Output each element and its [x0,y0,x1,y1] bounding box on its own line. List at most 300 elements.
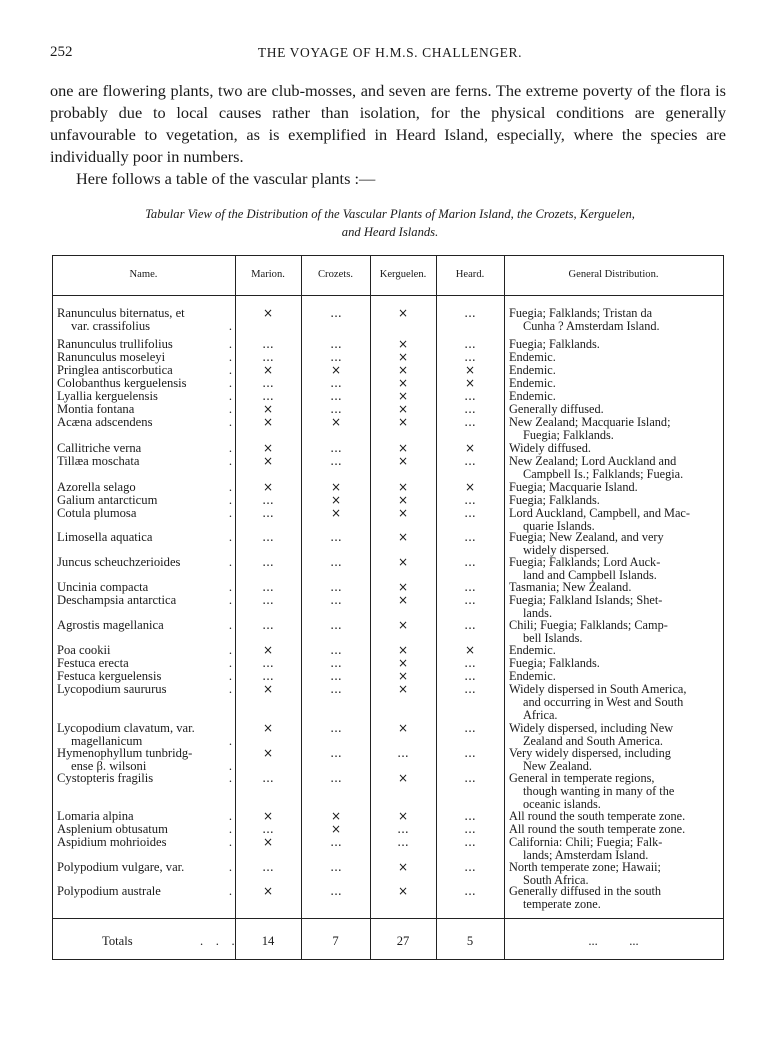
leader-dots: . [228,493,232,507]
species-name-line: Montia fontana [57,402,135,416]
species-name-line: Lomaria alpina [57,809,134,823]
heard-mark: ... [464,350,476,364]
marion-mark: × [262,480,274,494]
marion-mark: × [262,402,274,416]
leader-dots: . [228,389,232,403]
crozets-mark: ... [330,530,342,544]
general-distribution [509,657,721,670]
distribution-line: All round the south temperate zone. [509,809,686,823]
species-name [57,507,232,520]
kerguelen-mark: × [397,530,409,544]
heard-mark: ... [464,306,476,320]
kerguelen-mark: × [397,402,409,416]
crozets-mark: ... [330,669,342,683]
species-name-line: Acæna adscendens [57,415,153,429]
heard-mark: × [464,376,476,390]
general-distribution [509,581,721,594]
totals-label: Totals [102,934,133,948]
marion-mark: × [262,721,274,735]
species-name [57,619,232,632]
crozets-mark: ... [330,682,342,696]
species-name-line: Tillæa moschata [57,454,140,468]
kerguelen-mark: ... [397,746,409,760]
heard-mark: ... [464,506,476,520]
crozets-mark: ... [330,337,342,351]
distribution-line: Endemic. [509,669,556,683]
heard-mark: × [464,480,476,494]
kerguelen-mark: × [397,454,409,468]
general-distribution [509,442,721,455]
species-name-line: Azorella selago [57,480,136,494]
paragraph-2: Here follows a table of the vascular plants :— [76,169,376,188]
distribution-line: Fuegia; Falklands; Lord Auck- [509,555,661,569]
crozets-mark: × [330,506,342,520]
distribution-line: Fuegia; Falklands. [509,493,600,507]
marion-mark: × [262,643,274,657]
leader-dots: . [228,319,232,333]
leader-dots: . [228,734,232,748]
distribution-line: Tasmania; New Zealand. [509,580,632,594]
kerguelen-mark: × [397,618,409,632]
species-name-line: magellanicum [71,734,143,748]
species-name-line: Lycopodium saururus [57,682,167,696]
kerguelen-mark: × [397,656,409,670]
general-distribution [509,772,721,810]
crozets-mark: ... [330,643,342,657]
marion-mark: × [262,454,274,468]
distribution-line: Fuegia; Falklands; Tristan da [509,306,653,320]
crozets-mark: ... [330,402,342,416]
kerguelen-mark: ... [397,822,409,836]
crozets-mark: ... [330,618,342,632]
general-distribution [509,403,721,416]
kerguelen-mark: × [397,860,409,874]
leader-dots: . [228,337,232,351]
crozets-mark: ... [330,555,342,569]
heard-mark: ... [464,771,476,785]
paragraph-1: one are flowering plants, two are club-mosses, and seven are ferns. The extreme poverty of the flora is probably due to local causes rather than isolation, for the physical conditions are generally unfavourable to vegetation, as is exemplified in Heard Island, especially, where the species are individually poor in numbers. [50,81,726,166]
species-name-line: Poa cookii [57,643,111,657]
distribution-line: lands; Amsterdam Island. [523,847,649,862]
crozets-mark: × [330,363,342,377]
totals-dots: . . . [200,934,235,948]
table-rule-bottom [52,959,724,960]
distribution-line: Zealand and South America. [523,733,664,748]
distribution-line: Generally diffused in the south [509,884,662,898]
species-name-line: Galium antarcticum [57,493,158,507]
general-distribution [509,307,721,333]
general-distribution [509,683,721,721]
marion-mark: × [262,441,274,455]
general-distribution [509,861,721,887]
marion-mark: ... [262,376,274,390]
heard-mark: × [464,441,476,455]
distribution-line: Widely diffused. [509,441,591,455]
distribution-line: Very widely dispersed, including [509,746,671,760]
species-name-line: Lyallia kerguelensis [57,389,158,403]
distribution-line: New Zealand. [523,758,592,773]
distribution-line: Africa. [523,707,558,722]
marion-mark: ... [262,656,274,670]
kerguelen-mark: × [397,350,409,364]
table-rule-top [52,255,724,256]
kerguelen-mark: × [397,363,409,377]
heard-mark: × [464,643,476,657]
leader-dots: . [228,480,232,494]
marion-mark: ... [262,337,274,351]
kerguelen-mark: × [397,580,409,594]
kerguelen-mark: × [397,441,409,455]
page-header [50,44,730,68]
distribution-line: Fuegia; Falklands. [523,427,614,442]
kerguelen-mark: × [397,389,409,403]
marion-mark: × [262,746,274,760]
heard-mark: ... [464,337,476,351]
table-border-left [52,255,53,960]
general-distribution [509,885,721,911]
heard-mark: ... [464,389,476,403]
distribution-line: General in temperate regions, [509,771,655,785]
general-distribution [509,481,721,494]
crozets-mark: ... [330,746,342,760]
leader-dots: . [228,363,232,377]
species-name [57,861,232,874]
species-name-line: Callitriche verna [57,441,142,455]
distribution-line: land and Campbell Islands. [523,567,657,582]
species-name-line: Pringlea antiscorbutica [57,363,173,377]
leader-dots: . [228,506,232,520]
leader-dots: . [228,771,232,785]
heard-mark: ... [464,746,476,760]
heard-mark: ... [464,809,476,823]
heard-mark: ... [464,669,476,683]
general-distribution [509,722,721,748]
species-name [57,885,232,898]
crozets-mark: × [330,822,342,836]
leader-dots: . [228,643,232,657]
species-name-line: Cotula plumosa [57,506,137,520]
marion-mark: ... [262,530,274,544]
kerguelen-mark: × [397,669,409,683]
distribution-line: Endemic. [509,350,556,364]
kerguelen-mark: × [397,555,409,569]
species-name [57,836,232,849]
crozets-mark: ... [330,835,342,849]
kerguelen-mark: × [397,480,409,494]
leader-dots: . [228,454,232,468]
species-name-line: var. crassifolius [71,319,151,333]
heard-mark: × [464,363,476,377]
species-name-line: Ranunculus trullifolius [57,337,173,351]
distribution-line: bell Islands. [523,630,583,645]
distribution-line: All round the south temperate zone. [509,822,686,836]
marion-mark: × [262,682,274,696]
running-title: THE VOYAGE OF H.M.S. CHALLENGER. [257,45,523,60]
species-name-line: Lycopodium clavatum, var. [57,721,195,735]
table-caption [70,205,710,241]
kerguelen-mark: ... [397,835,409,849]
table-rule-header [52,295,724,296]
leader-dots: . [228,884,232,898]
crozets-mark: ... [330,441,342,455]
heard-mark: ... [464,860,476,874]
marion-mark: × [262,884,274,898]
leader-dots: . [228,835,232,849]
heard-mark: ... [464,884,476,898]
page-number: 252 [50,44,73,60]
kerguelen-mark: × [397,306,409,320]
leader-dots: . [228,376,232,390]
leader-dots: . [228,593,232,607]
species-name-line: Polypodium vulgare, var. [57,860,185,874]
crozets-mark: ... [330,376,342,390]
marion-mark: ... [262,493,274,507]
species-name-line: ense β. wilsoni [71,759,147,773]
kerguelen-mark: × [397,493,409,507]
heard-mark: ... [464,835,476,849]
species-name-line: Ranunculus biternatus, et [57,306,185,320]
caption-line-2: and Heard Islands. [341,225,439,239]
species-name-line: Agrostis magellanica [57,618,164,632]
leader-dots: . [228,350,232,364]
column-header-marion: Marion. [251,269,285,280]
kerguelen-mark: × [397,809,409,823]
leader-dots: . [228,415,232,429]
general-distribution [509,556,721,582]
distribution-line: New Zealand; Lord Auckland and [509,454,677,468]
kerguelen-mark: × [397,884,409,898]
distribution-table [52,255,724,960]
leader-dots: . [228,759,232,773]
caption-line-1: Tabular View of the Distribution of the Vascular Plants of Marion Island, the Crozets, Kerguelen, [145,207,635,221]
species-name [57,747,232,773]
heard-mark: ... [464,555,476,569]
species-name [57,531,232,544]
species-name-line: Hymenophyllum tunbridg- [57,746,193,760]
general-distribution [509,670,721,683]
distribution-line: Fuegia; New Zealand, and very [509,530,664,544]
species-name-line: Polypodium australe [57,884,161,898]
table-rule-totals [52,918,724,919]
leader-dots: . [228,530,232,544]
column-header-kerguelen: Kerguelen. [379,269,427,280]
table-border-right [723,255,724,960]
crozets-mark: ... [330,389,342,403]
crozets-mark: × [330,415,342,429]
marion-mark: ... [262,593,274,607]
distribution-line: California: Chili; Fuegia; Falk- [509,835,663,849]
distribution-line: Endemic. [509,376,556,390]
leader-dots: . [228,656,232,670]
leader-dots: . [228,618,232,632]
heard-mark: ... [464,402,476,416]
species-name-line: Aspidium mohrioides [57,835,167,849]
distribution-line: though wanting in many of the [523,783,675,798]
leader-dots: . [228,822,232,836]
leader-dots: . [228,441,232,455]
general-distribution [509,836,721,862]
crozets-mark: ... [330,593,342,607]
kerguelen-mark: × [397,721,409,735]
marion-mark: ... [262,350,274,364]
species-name-line: Asplenium obtusatum [57,822,168,836]
distribution-line: New Zealand; Macquarie Island; [509,415,671,429]
heard-mark: ... [464,656,476,670]
heard-mark: ... [464,593,476,607]
crozets-mark: ... [330,454,342,468]
distribution-line: South Africa. [523,872,589,887]
leader-dots: . [228,669,232,683]
general-distribution [509,594,721,620]
general-distribution [509,455,721,481]
distribution-line: Fuegia; Macquarie Island. [509,480,638,494]
marion-mark: × [262,306,274,320]
general-distribution [509,416,721,442]
species-name-line: Ranunculus moseleyi [57,350,166,364]
distribution-line: North temperate zone; Hawaii; [509,860,661,874]
leader-dots: . [228,682,232,696]
kerguelen-mark: × [397,771,409,785]
distribution-line: Fuegia; Falklands. [509,337,600,351]
distribution-line: Widely dispersed in South America, [509,682,687,696]
heard-mark: ... [464,682,476,696]
crozets-mark: ... [330,771,342,785]
species-name-line: Colobanthus kerguelensis [57,376,187,390]
leader-dots: . [228,580,232,594]
species-name [57,556,232,569]
column-divider [301,255,302,960]
distribution-line: Endemic. [509,643,556,657]
body-text [50,80,726,190]
marion-mark: ... [262,860,274,874]
species-name [57,722,232,748]
distribution-line: oceanic islands. [523,796,601,811]
marion-mark: ... [262,669,274,683]
species-name [57,307,232,333]
crozets-mark: ... [330,580,342,594]
distribution-line: Chili; Fuegia; Falklands; Camp- [509,618,668,632]
heard-mark: ... [464,618,476,632]
species-name [57,683,232,696]
distribution-line: Endemic. [509,363,556,377]
general-distribution [509,810,721,823]
species-name-line: Festuca erecta [57,656,129,670]
kerguelen-mark: × [397,376,409,390]
species-name-line: Festuca kerguelensis [57,669,162,683]
totals-heard: 5 [466,934,474,948]
distribution-line: quarie Islands. [523,518,595,533]
marion-mark: ... [262,389,274,403]
heard-mark: ... [464,415,476,429]
column-header-crozets: Crozets. [317,269,353,280]
distribution-line: Fuegia; Falkland Islands; Shet- [509,593,663,607]
column-header-name: Name. [129,269,158,280]
distribution-line: Cunha ? Amsterdam Island. [523,318,660,333]
species-name [57,594,232,607]
kerguelen-mark: × [397,643,409,657]
distribution-line: Fuegia; Falklands. [509,656,600,670]
kerguelen-mark: × [397,682,409,696]
kerguelen-mark: × [397,337,409,351]
general-distribution [509,377,721,390]
marion-mark: ... [262,822,274,836]
leader-dots: . [228,860,232,874]
heard-mark: ... [464,493,476,507]
general-distribution [509,619,721,645]
totals-kerguelen: 27 [396,934,410,948]
distribution-line: and occurring in West and South [523,694,684,709]
column-divider [504,255,505,960]
species-name-line: Deschampsia antarctica [57,593,177,607]
general-distribution [509,390,721,403]
crozets-mark: ... [330,721,342,735]
distribution-line: widely dispersed. [523,542,610,557]
distribution-line: Campbell Is.; Falklands; Fuegia. [523,466,684,481]
distribution-line: lands. [523,605,553,620]
distribution-line: Lord Auckland, Campbell, and Mac- [509,506,690,520]
distribution-line: Widely dispersed, including New [509,721,674,735]
column-header-distribution: General Distribution. [568,269,659,280]
general-distribution [509,644,721,657]
crozets-mark: ... [330,306,342,320]
species-name [57,416,232,429]
heard-mark: ... [464,530,476,544]
species-name [57,455,232,468]
marion-mark: × [262,835,274,849]
totals-crozets: 7 [332,934,339,948]
general-distribution [509,507,721,533]
heard-mark: ... [464,822,476,836]
heard-mark: ... [464,721,476,735]
marion-mark: × [262,415,274,429]
general-distribution [509,351,721,364]
marion-mark: ... [262,555,274,569]
kerguelen-mark: × [397,593,409,607]
crozets-mark: ... [330,860,342,874]
distribution-line: Generally diffused. [509,402,604,416]
marion-mark: ... [262,580,274,594]
marion-mark: ... [262,618,274,632]
general-distribution [509,823,721,836]
column-header-heard: Heard. [455,269,485,280]
species-name-line: Uncinia compacta [57,580,149,594]
general-distribution [509,747,721,773]
marion-mark: ... [262,771,274,785]
crozets-mark: ... [330,656,342,670]
crozets-mark: ... [330,884,342,898]
general-distribution [509,494,721,507]
kerguelen-mark: × [397,506,409,520]
totals-distribution: ... ... [588,934,639,948]
general-distribution [509,338,721,351]
species-name-line: Limosella aquatica [57,530,153,544]
leader-dots: . [228,809,232,823]
species-name-line: Juncus scheuchzerioides [57,555,181,569]
heard-mark: ... [464,580,476,594]
leader-dots: . [228,555,232,569]
kerguelen-mark: × [397,415,409,429]
crozets-mark: × [330,480,342,494]
distribution-line: temperate zone. [523,896,601,911]
leader-dots: . [228,402,232,416]
totals-marion: 14 [261,934,275,948]
general-distribution [509,364,721,377]
general-distribution [509,531,721,557]
species-name [57,772,232,785]
marion-mark: ... [262,506,274,520]
marion-mark: × [262,809,274,823]
species-name-line: Cystopteris fragilis [57,771,154,785]
